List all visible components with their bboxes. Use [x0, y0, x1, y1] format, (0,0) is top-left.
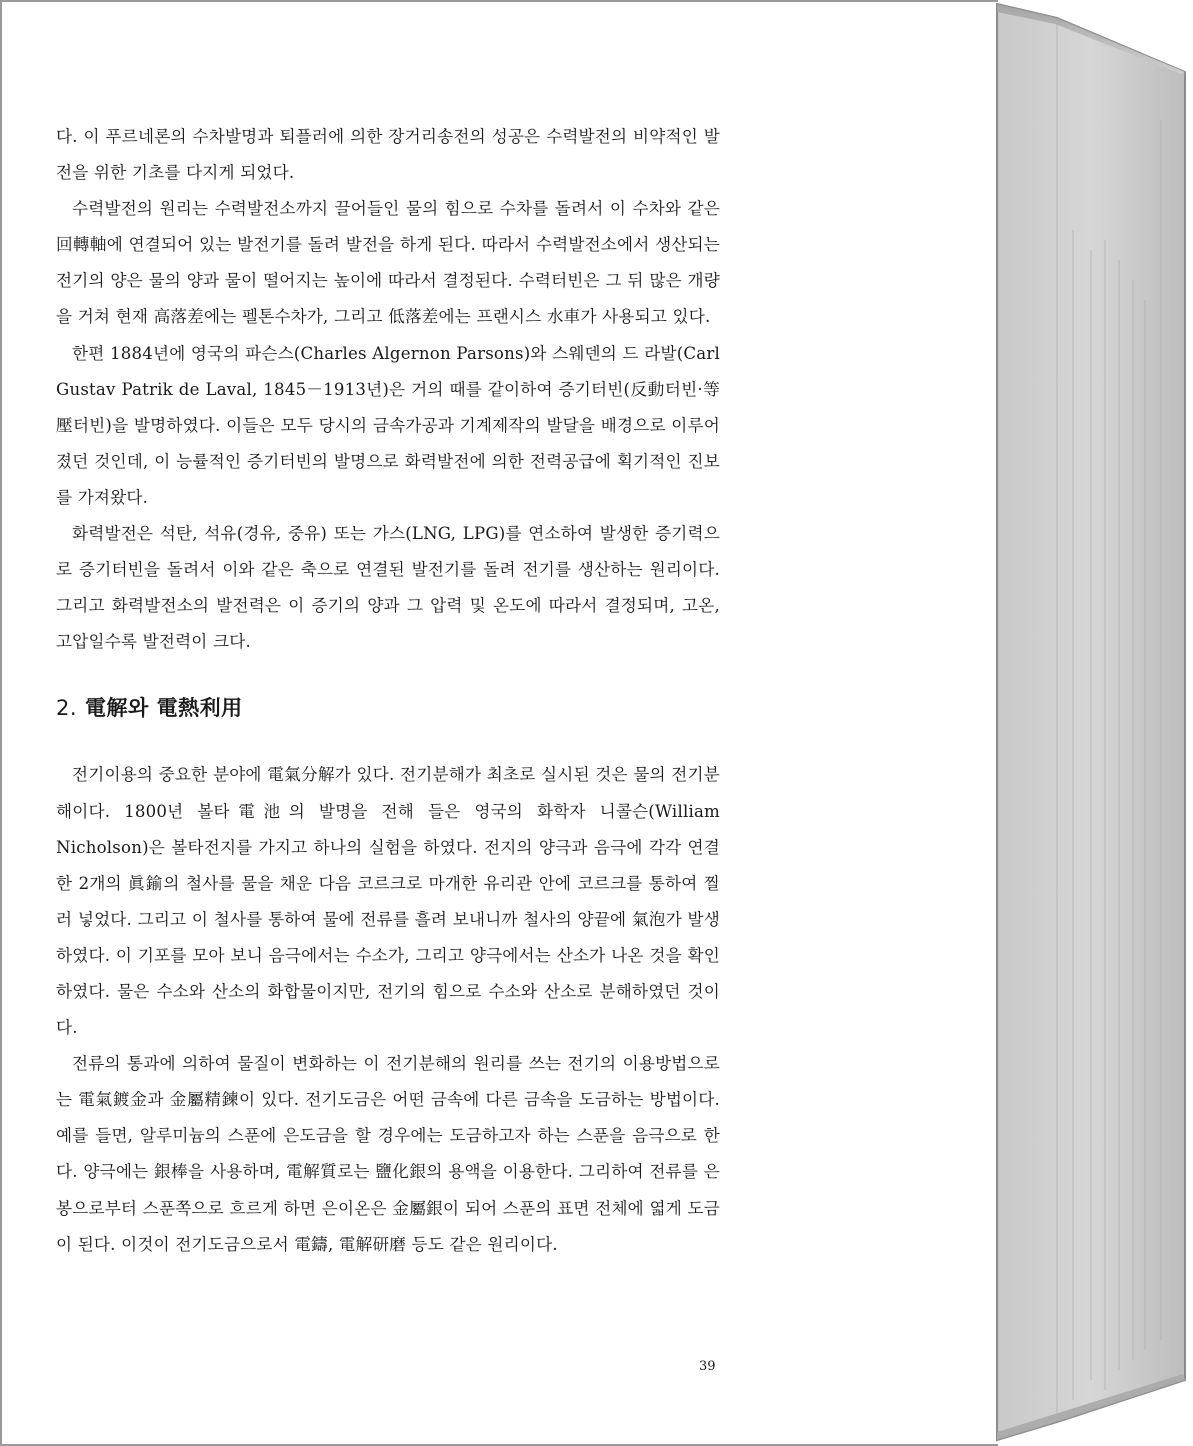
- paragraph: 수력발전의 원리는 수력발전소까지 끌어들인 물의 힘으로 수차를 돌려서 이 수차와 같은 回轉軸에 연결되어 있는 발전기를 돌려 발전을 하게 된다. 따라서 수력발전소에서 생산되는 전기의 양은 물의 양과 물이 떨어지는 높이에 따라서 결정된다. 수력터빈은 그 뒤 많은 개량을 거쳐 현재 高落差에는 펠톤수차가, 그리고 低落差에는 프랜시스 水車가 사용되고 있다.: [56, 199, 720, 327]
- paragraph: 전기이용의 중요한 분야에 電氣分解가 있다. 전기분해가 최초로 실시된 것은 물의 전기분해이다. 1800년 볼타電池의 발명을 전해 들은 영국의 화학자 니콜슨(William Nicholson)은 볼타전지를 가지고 하나의 실험을 하였다. 전지의 양극과 음극에 각각 연결한 2개의 眞鍮의 철사를 물을 채운 다음 코르크로 마개한 유리관 안에 코르크를 통하여 찔러 넣었다. 그리고 이 철사를 통하여 물에 전류를 흘려 보내니까 철사의 양끝에 氣泡가 발생하였다. 이 기포를 모아 보니 음극에서는 수소가, 그리고 양극에서는 산소가 나온 것을 확인하였다. 물은 수소와 산소의 화합물이지만, 전기의 힘으로 수소와 산소로 분해하였던 것이다.: [56, 765, 720, 1038]
- paragraph: 한편 1884년에 영국의 파슨스(Charles Algernon Parsons)와 스웨덴의 드 라발(Carl Gustav Patrik de Laval, 1845－1913년)은 거의 때를 같이하여 증기터빈(反動터빈·等壓터빈)을 발명하였다. 이들은 모두 당시의 금속가공과 기계제작의 발달을 배경으로 이루어졌던 것인데, 이 능률적인 증기터빈의 발명으로 화력발전에 의한 전력공급에 획기적인 진보를 가져왔다.: [56, 343, 720, 507]
- book-page-stack-edge: [995, 0, 1193, 1446]
- section-heading: [56, 693, 720, 723]
- page-number: 39: [699, 1359, 716, 1374]
- paragraph: 전류의 통과에 의하여 물질이 변화하는 이 전기분해의 원리를 쓰는 전기의 이용방법으로는 電氣鍍金과 金屬精鍊이 있다. 전기도금은 어떤 금속에 다른 금속을 도금하는 방법이다. 예를 들면, 알루미늄의 스푼에 은도금을 할 경우에는 도금하고자 하는 스푼을 음극으로 한다. 양극에는 銀棒을 사용하며, 電解質로는 鹽化銀의 용액을 이용한다. 그리하여 전류를 은봉으로부터 스푼쪽으로 흐르게 하면 은이온은 金屬銀이 되어 스푼의 표면 전체에 엷게 도금이 된다. 이것이 전기도금으로서 電鑄, 電解研磨 등도 같은 원리이다.: [56, 1054, 720, 1254]
- paragraph: 다. 이 푸르네론의 수차발명과 퇴플러에 의한 장거리송전의 성공은 수력발전의 비약적인 발전을 위한 기초를 다지게 되었다.: [56, 127, 720, 183]
- paragraph: 화력발전은 석탄, 석유(경유, 중유) 또는 가스(LNG, LPG)를 연소하여 발생한 증기력으로 증기터빈을 돌려서 이와 같은 축으로 연결된 발전기를 돌려 전기를 생산하는 원리이다. 그리고 화력발전소의 발전력은 이 증기의 양과 그 압력 및 온도에 따라서 결정되며, 고온, 고압일수록 발전력이 크다.: [56, 524, 720, 652]
- section-title: 電解와 電熱利用: [85, 696, 243, 721]
- page-content: [56, 119, 720, 1263]
- section-number: 2.: [56, 696, 78, 721]
